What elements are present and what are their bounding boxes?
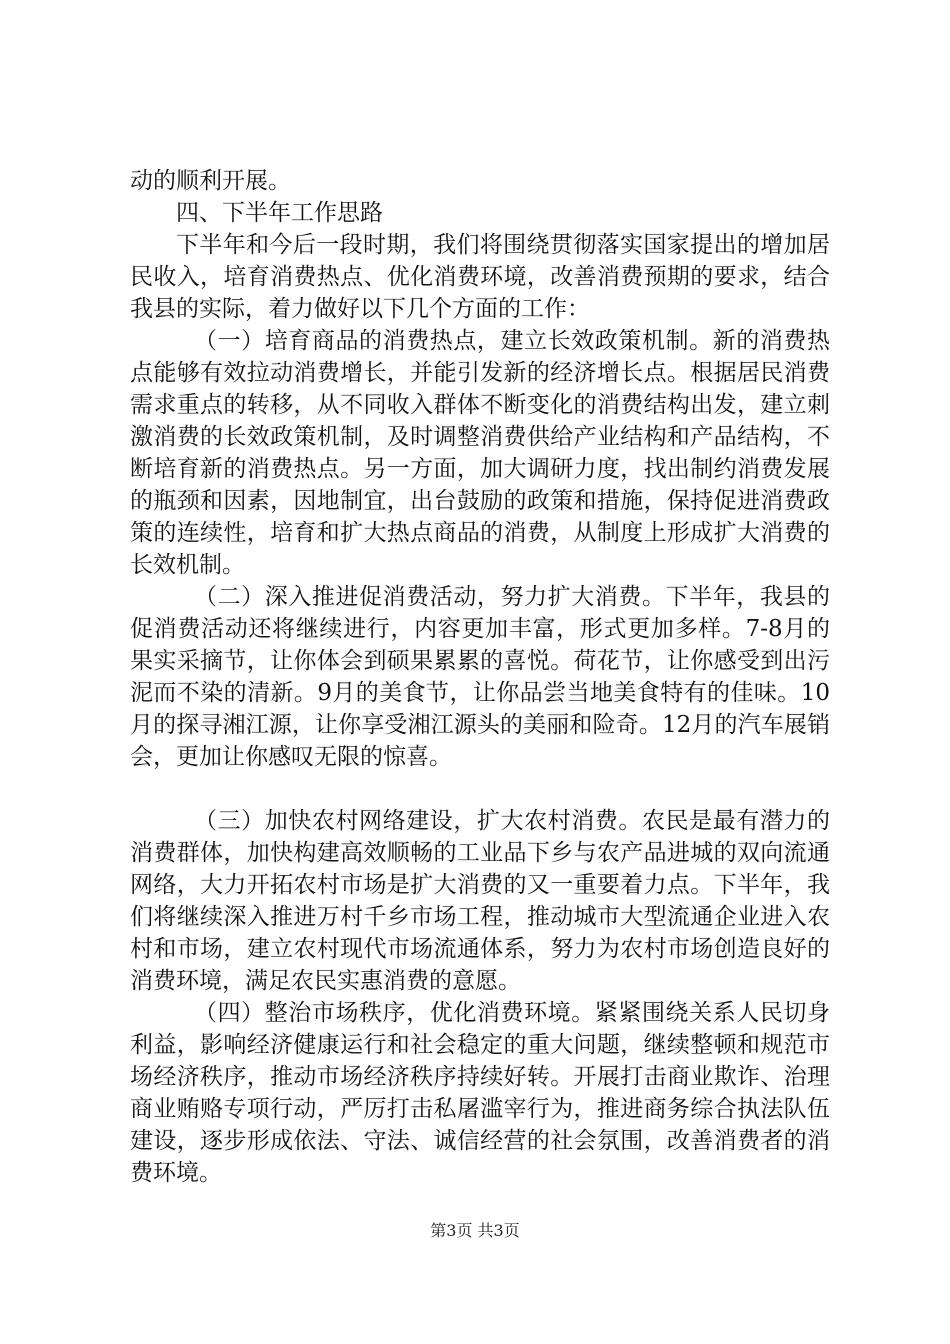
paragraph-continuation: 动的顺利开展。 xyxy=(130,168,291,194)
section-heading: 四、下半年工作思路 xyxy=(176,200,383,226)
document-body xyxy=(130,165,830,1189)
paragraph-intro: 下半年和今后一段时期，我们将围绕贯彻落实国家提出的增加居民收入，培育消费热点、优化消费环境，改善消费预期的要求，结合我县的实际，着力做好以下几个方面的工作： xyxy=(130,232,830,322)
paragraph-item-2: （二）深入推进促消费活动，努力扩大消费。下半年，我县的促消费活动还将继续进行，内容更加丰富，形式更加多样。7-8月的果实采摘节，让你体会到硕果累累的喜悦。荷花节，让你感受到出污泥而不染的清新。9月的美食节，让你品尝当地美食特有的佳味。10月的探寻湘江源，让你享受湘江源头的美丽和险奇。12月的汽车展销会，更加让你感叹无限的惊喜。 xyxy=(130,584,830,770)
page-footer: 第3页 共3页 xyxy=(430,1221,520,1240)
paragraph-item-4: （四）整治市场秩序，优化消费环境。紧紧围绕关系人民切身利益，影响经济健康运行和社会稳定的重大问题，继续整顿和规范市场经济秩序，推动市场经济秩序持续好转。开展打击商业欺诈、治理商业贿赂专项行动，严厉打击私屠滥宰行为，推进商务综合执法队伍建设，逐步形成依法、守法、诚信经营的社会氛围，改善消费者的消费环境。 xyxy=(130,1000,830,1186)
paragraph-item-1: （一）培育商品的消费热点，建立长效政策机制。新的消费热点能够有效拉动消费增长，并能引发新的经济增长点。根据居民消费需求重点的转移，从不同收入群体不断变化的消费结构出发，建立刺激消费的长效政策机制，及时调整消费供给产业结构和产品结构，不断培育新的消费热点。另一方面，加大调研力度，找出制约消费发展的瓶颈和因素，因地制宜，出台鼓励的政策和措施，保持促进消费政策的连续性，培育和扩大热点商品的消费，从制度上形成扩大消费的长效机制。 xyxy=(130,328,830,578)
paragraph-item-3: （三）加快农村网络建设，扩大农村消费。农民是最有潜力的消费群体，加快构建高效顺畅的工业品下乡与农产品进城的双向流通网络，大力开拓农村市场是扩大消费的又一重要着力点。下半年，我们将继续深入推进万村千乡市场工程，推动城市大型流通企业进入农村和市场，建立农村现代市场流通体系，努力为农村市场创造良好的消费环境，满足农民实惠消费的意愿。 xyxy=(130,808,830,994)
blank-line xyxy=(130,773,830,805)
